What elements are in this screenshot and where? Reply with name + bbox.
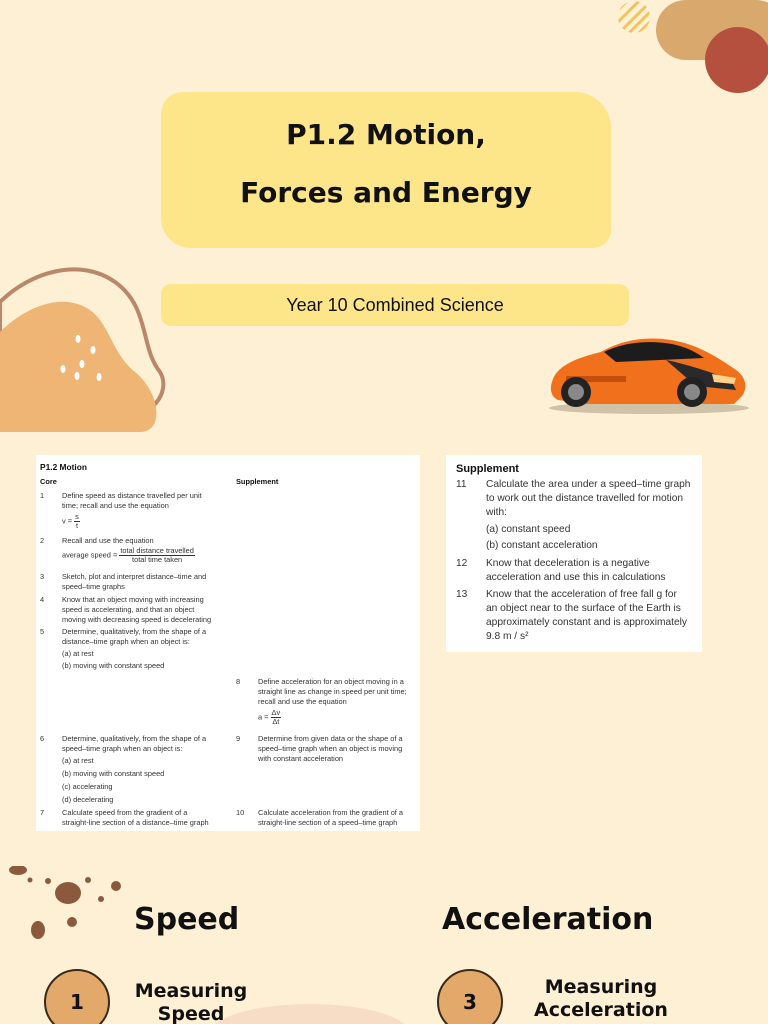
item-number: 3 [40, 572, 45, 581]
item-text: speed–time graph when an object is: [62, 744, 183, 753]
dots-decoration [0, 866, 130, 946]
item-text: moving with decreasing speed is decelerating [62, 615, 212, 624]
item-number: 7 [40, 808, 45, 817]
item-text: 9.8 m / s² [486, 631, 529, 642]
item-number: 9 [236, 734, 241, 743]
item-number: 2 [40, 536, 45, 545]
item-text: time; recall and use the equation [62, 501, 169, 510]
item-text: speed is accelerating, and that an object [62, 605, 195, 614]
item-number: 6 [40, 734, 45, 743]
item-text: Recall and use the equation [62, 536, 154, 545]
topic-number-badge: 3 [437, 969, 503, 1024]
item-number: 8 [236, 677, 241, 686]
item-text: Know that the acceleration of free fall g for [486, 589, 677, 600]
item-text: to work out the distance travelled for motion [486, 493, 684, 504]
item-number: 10 [236, 808, 245, 817]
item-text: Determine, qualitatively, from the shape of a [62, 627, 207, 636]
subtitle: Year 10 Combined Science [286, 295, 504, 315]
item-text: (b) moving with constant speed [62, 769, 165, 778]
syllabus-core-document [36, 455, 420, 831]
item-text: recall and use the equation [258, 697, 347, 706]
item-number: 12 [456, 558, 468, 569]
item-text: approximately constant and is approximately [486, 617, 688, 628]
sports-car-illustration [546, 330, 752, 416]
item-text: speed–time graph when an object is moving [258, 744, 403, 753]
supplement-heading: Supplement [456, 463, 519, 475]
corner-decoration [600, 0, 768, 100]
item-text: Calculate speed from the gradient of a [62, 808, 188, 817]
topics-slide [0, 866, 768, 1024]
item-text: straight line as change in speed per unit time; [258, 687, 407, 696]
item-text: Calculate acceleration from the gradient of a [258, 808, 404, 817]
item-text: Know that deceleration is a negative [486, 558, 650, 569]
doc-heading: P1.2 Motion [40, 462, 87, 472]
item-text: Define speed as distance travelled per unit [62, 491, 202, 500]
item-text: Determine, qualitatively, from the shape of a [62, 734, 207, 743]
item-text: speed–time graphs [62, 582, 125, 591]
item-text: (b) moving with constant speed [62, 661, 165, 670]
equation: average speed = $\frac{\text{total distance travelled}}{\text{total time taken}}$ [62, 546, 194, 565]
item-text: an object near to the surface of the Earth is [486, 603, 681, 614]
item-text: with constant acceleration [258, 754, 344, 763]
title-line-2: Forces and Energy [240, 176, 532, 209]
blob-decoration [0, 262, 175, 432]
item-text: Know that an object moving with increasing [62, 595, 204, 604]
acceleration-heading: Acceleration [442, 902, 654, 937]
item-number: 5 [40, 627, 45, 636]
item-number: 1 [40, 491, 45, 500]
item-text: (c) accelerating [62, 782, 113, 791]
syllabus-supplement-document [446, 455, 702, 652]
item-text: Sketch, plot and interpret distance–time and [62, 572, 207, 581]
item-text: (a) constant speed [486, 524, 571, 535]
item-text: Define acceleration for an object moving in a [258, 677, 404, 686]
item-number: 13 [456, 589, 468, 600]
item-text: acceleration and use this in calculations [486, 572, 666, 583]
item-text: distance–time graph when an object is: [62, 637, 190, 646]
item-text: (b) constant acceleration [486, 540, 598, 551]
item-number: 11 [456, 479, 467, 490]
core-label: Core [40, 477, 57, 486]
title-card [161, 92, 611, 248]
item-text: straight-line section of a speed–time graph [258, 818, 398, 827]
item-text: Calculate the area under a speed–time graph [486, 479, 691, 490]
topic-label: Measuring Acceleration [534, 976, 668, 1021]
item-text: (a) at rest [62, 756, 94, 765]
supplement-label: Supplement [236, 477, 279, 486]
equation: a = $\frac{\Delta v}{\Delta t}$ [258, 708, 281, 727]
speed-heading: Speed [134, 902, 240, 937]
item-text: straight-line section of a distance–time graph [62, 818, 209, 827]
item-text: (a) at rest [62, 649, 94, 658]
item-text: Determine from given data or the shape of a [258, 734, 403, 743]
item-text: (d) decelerating [62, 795, 114, 804]
item-number: 4 [40, 595, 45, 604]
curriculum-slide [0, 433, 768, 865]
title-line-1: P1.2 Motion, [286, 118, 486, 151]
title-slide [0, 0, 768, 432]
topic-number-badge: 1 [44, 969, 110, 1024]
topic-label: Measuring Speed [134, 980, 248, 1024]
equation: v = $\frac{s}{t}$ [62, 512, 79, 531]
item-text: with: [486, 507, 507, 518]
